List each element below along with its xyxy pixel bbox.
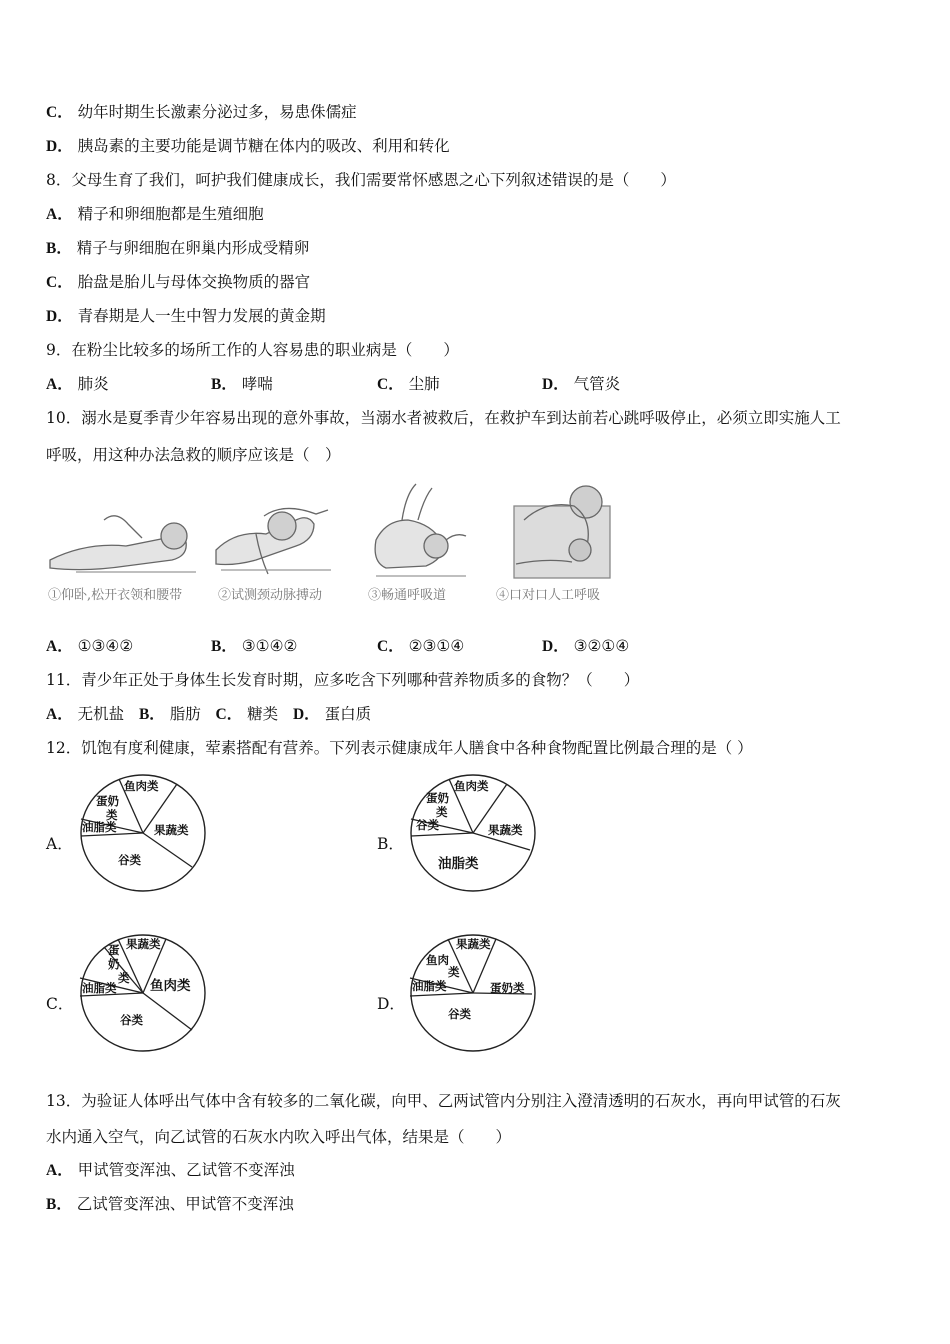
- q8-stem: 8．父母生育了我们，呵护我们健康成长，我们需要常怀感恩之心下列叙述错误的是（ ）: [46, 171, 676, 189]
- q10-option-a: A． ①③④②: [46, 637, 134, 655]
- pie-b-label-egg-milk-1: 蛋奶: [426, 791, 449, 805]
- q10-option-b: B． ③①④②: [211, 637, 298, 655]
- pie-d-label-fish-meat-1: 鱼肉: [426, 953, 449, 967]
- pie-a-label-fish-meat: 鱼肉类: [124, 779, 159, 793]
- pie-b-label-egg-milk-2: 类: [436, 805, 448, 819]
- pie-chart-c: [78, 932, 208, 1054]
- pie-d-label-fish-meat-2: 类: [448, 965, 460, 979]
- pie-c-label-grain: 谷类: [120, 1013, 143, 1027]
- q12-option-b-letter: B．: [377, 835, 404, 853]
- q10-option-c: C． ②③①④: [377, 637, 465, 655]
- q8-option-d: D． 青春期是人一生中智力发展的黄金期: [46, 307, 326, 325]
- q13-stem-line2: 水内通入空气，向乙试管的石灰水内吹入呼出气体，结果是（ ）: [46, 1128, 512, 1146]
- q9-stem: 9．在粉尘比较多的场所工作的人容易患的职业病是（ ）: [46, 341, 459, 359]
- pie-d-label-egg-milk: 蛋奶类: [490, 981, 525, 995]
- pie-c-label-fruit-veg: 果蔬类: [126, 937, 161, 951]
- pie-a-label-grain: 谷类: [118, 853, 141, 867]
- q9-option-d: D． 气管炎: [542, 375, 621, 393]
- q7-option-c: C． 幼年时期生长激素分泌过多，易患侏儒症: [46, 103, 357, 121]
- q13-stem-line1: 13．为验证人体呼出气体中含有较多的二氧化碳，向甲、乙两试管内分别注入澄清透明的石灰水，再向甲试管的石灰: [46, 1092, 841, 1110]
- rescue-step-2-caption: ②试测颈动脉搏动: [218, 588, 323, 603]
- pie-b-label-oil: 油脂类: [438, 856, 479, 872]
- q9-option-a: A． 肺炎: [46, 375, 109, 393]
- q7-option-d: D． 胰岛素的主要功能是调节糖在体内的吸改、利用和转化: [46, 137, 450, 155]
- q9-option-b: B． 哮喘: [211, 375, 273, 393]
- q12-option-d-letter: D．: [377, 995, 405, 1013]
- pie-c-label-oil: 油脂类: [82, 981, 117, 995]
- pie-a-label-fruit-veg: 果蔬类: [154, 823, 189, 837]
- pie-c-label-fish-meat: 鱼肉类: [150, 978, 191, 994]
- pie-c-label-egg-3: 类: [118, 971, 130, 985]
- pie-b-label-fish-meat: 鱼肉类: [454, 779, 489, 793]
- pie-b-label-fruit-veg: 果蔬类: [488, 823, 523, 837]
- pie-d-label-fruit-veg: 果蔬类: [456, 937, 491, 951]
- q10-option-d: D． ③②①④: [542, 637, 630, 655]
- pie-c-label-egg-2: 奶: [108, 957, 120, 971]
- q12-option-a-letter: A．: [46, 835, 73, 853]
- q12-option-c-letter: C．: [46, 995, 74, 1013]
- pie-chart-d: [408, 932, 538, 1054]
- q8-option-a: A． 精子和卵细胞都是生殖细胞: [46, 205, 264, 223]
- rescue-step-1-caption: ①仰卧,松开衣领和腰带: [48, 588, 183, 603]
- q8-option-c: C． 胎盘是胎儿与母体交换物质的器官: [46, 273, 311, 291]
- q8-option-b: B． 精子与卵细胞在卵巢内形成受精卵: [46, 239, 310, 257]
- pie-a-label-oil: 油脂类: [82, 820, 117, 834]
- pie-d-label-grain: 谷类: [448, 1007, 471, 1021]
- q13-option-b: B． 乙试管变浑浊、甲试管不变浑浊: [46, 1195, 294, 1213]
- rescue-step-4-illustration: [514, 486, 610, 578]
- rescue-step-3-caption: ③畅通呼吸道: [368, 588, 447, 603]
- q11-stem: 11．青少年正处于身体生长发育时期，应多吃含下列哪种营养物质多的食物？（ ）: [46, 671, 640, 689]
- pie-b-label-grain: 谷类: [416, 818, 439, 832]
- pie-d-label-oil: 油脂类: [412, 979, 447, 993]
- rescue-step-3-illustration: [375, 484, 466, 576]
- q13-option-a: A． 甲试管变浑浊、乙试管不变浑浊: [46, 1161, 295, 1179]
- pie-a-label-egg-milk-1: 蛋奶: [96, 794, 119, 808]
- q12-stem: 12．饥饱有度利健康，荤素搭配有营养。下列表示健康成年人膳食中各种食物配置比例最合理的是（ ）: [46, 739, 753, 757]
- pie-chart-b: [408, 772, 538, 894]
- pie-a-label-egg-milk-2: 类: [106, 808, 118, 822]
- pie-c-label-egg-1: 蛋: [108, 943, 120, 957]
- rescue-step-2-illustration: [216, 508, 331, 574]
- q11-options: A． 无机盐 B． 脂肪 C． 糖类 D． 蛋白质: [46, 705, 372, 723]
- rescue-step-1-illustration: [50, 516, 196, 572]
- rescue-step-4-caption: ④口对口人工呼吸: [496, 588, 601, 603]
- q9-option-c: C． 尘肺: [377, 375, 440, 393]
- q10-stem-line1: 10．溺水是夏季青少年容易出现的意外事故，当溺水者被救后，在救护车到达前若心跳呼吸停止，必须立即实施人工: [46, 409, 841, 427]
- q10-stem-line2: 呼吸，用这种办法急救的顺序应该是（ ）: [46, 446, 341, 464]
- pie-chart-a: [78, 772, 208, 894]
